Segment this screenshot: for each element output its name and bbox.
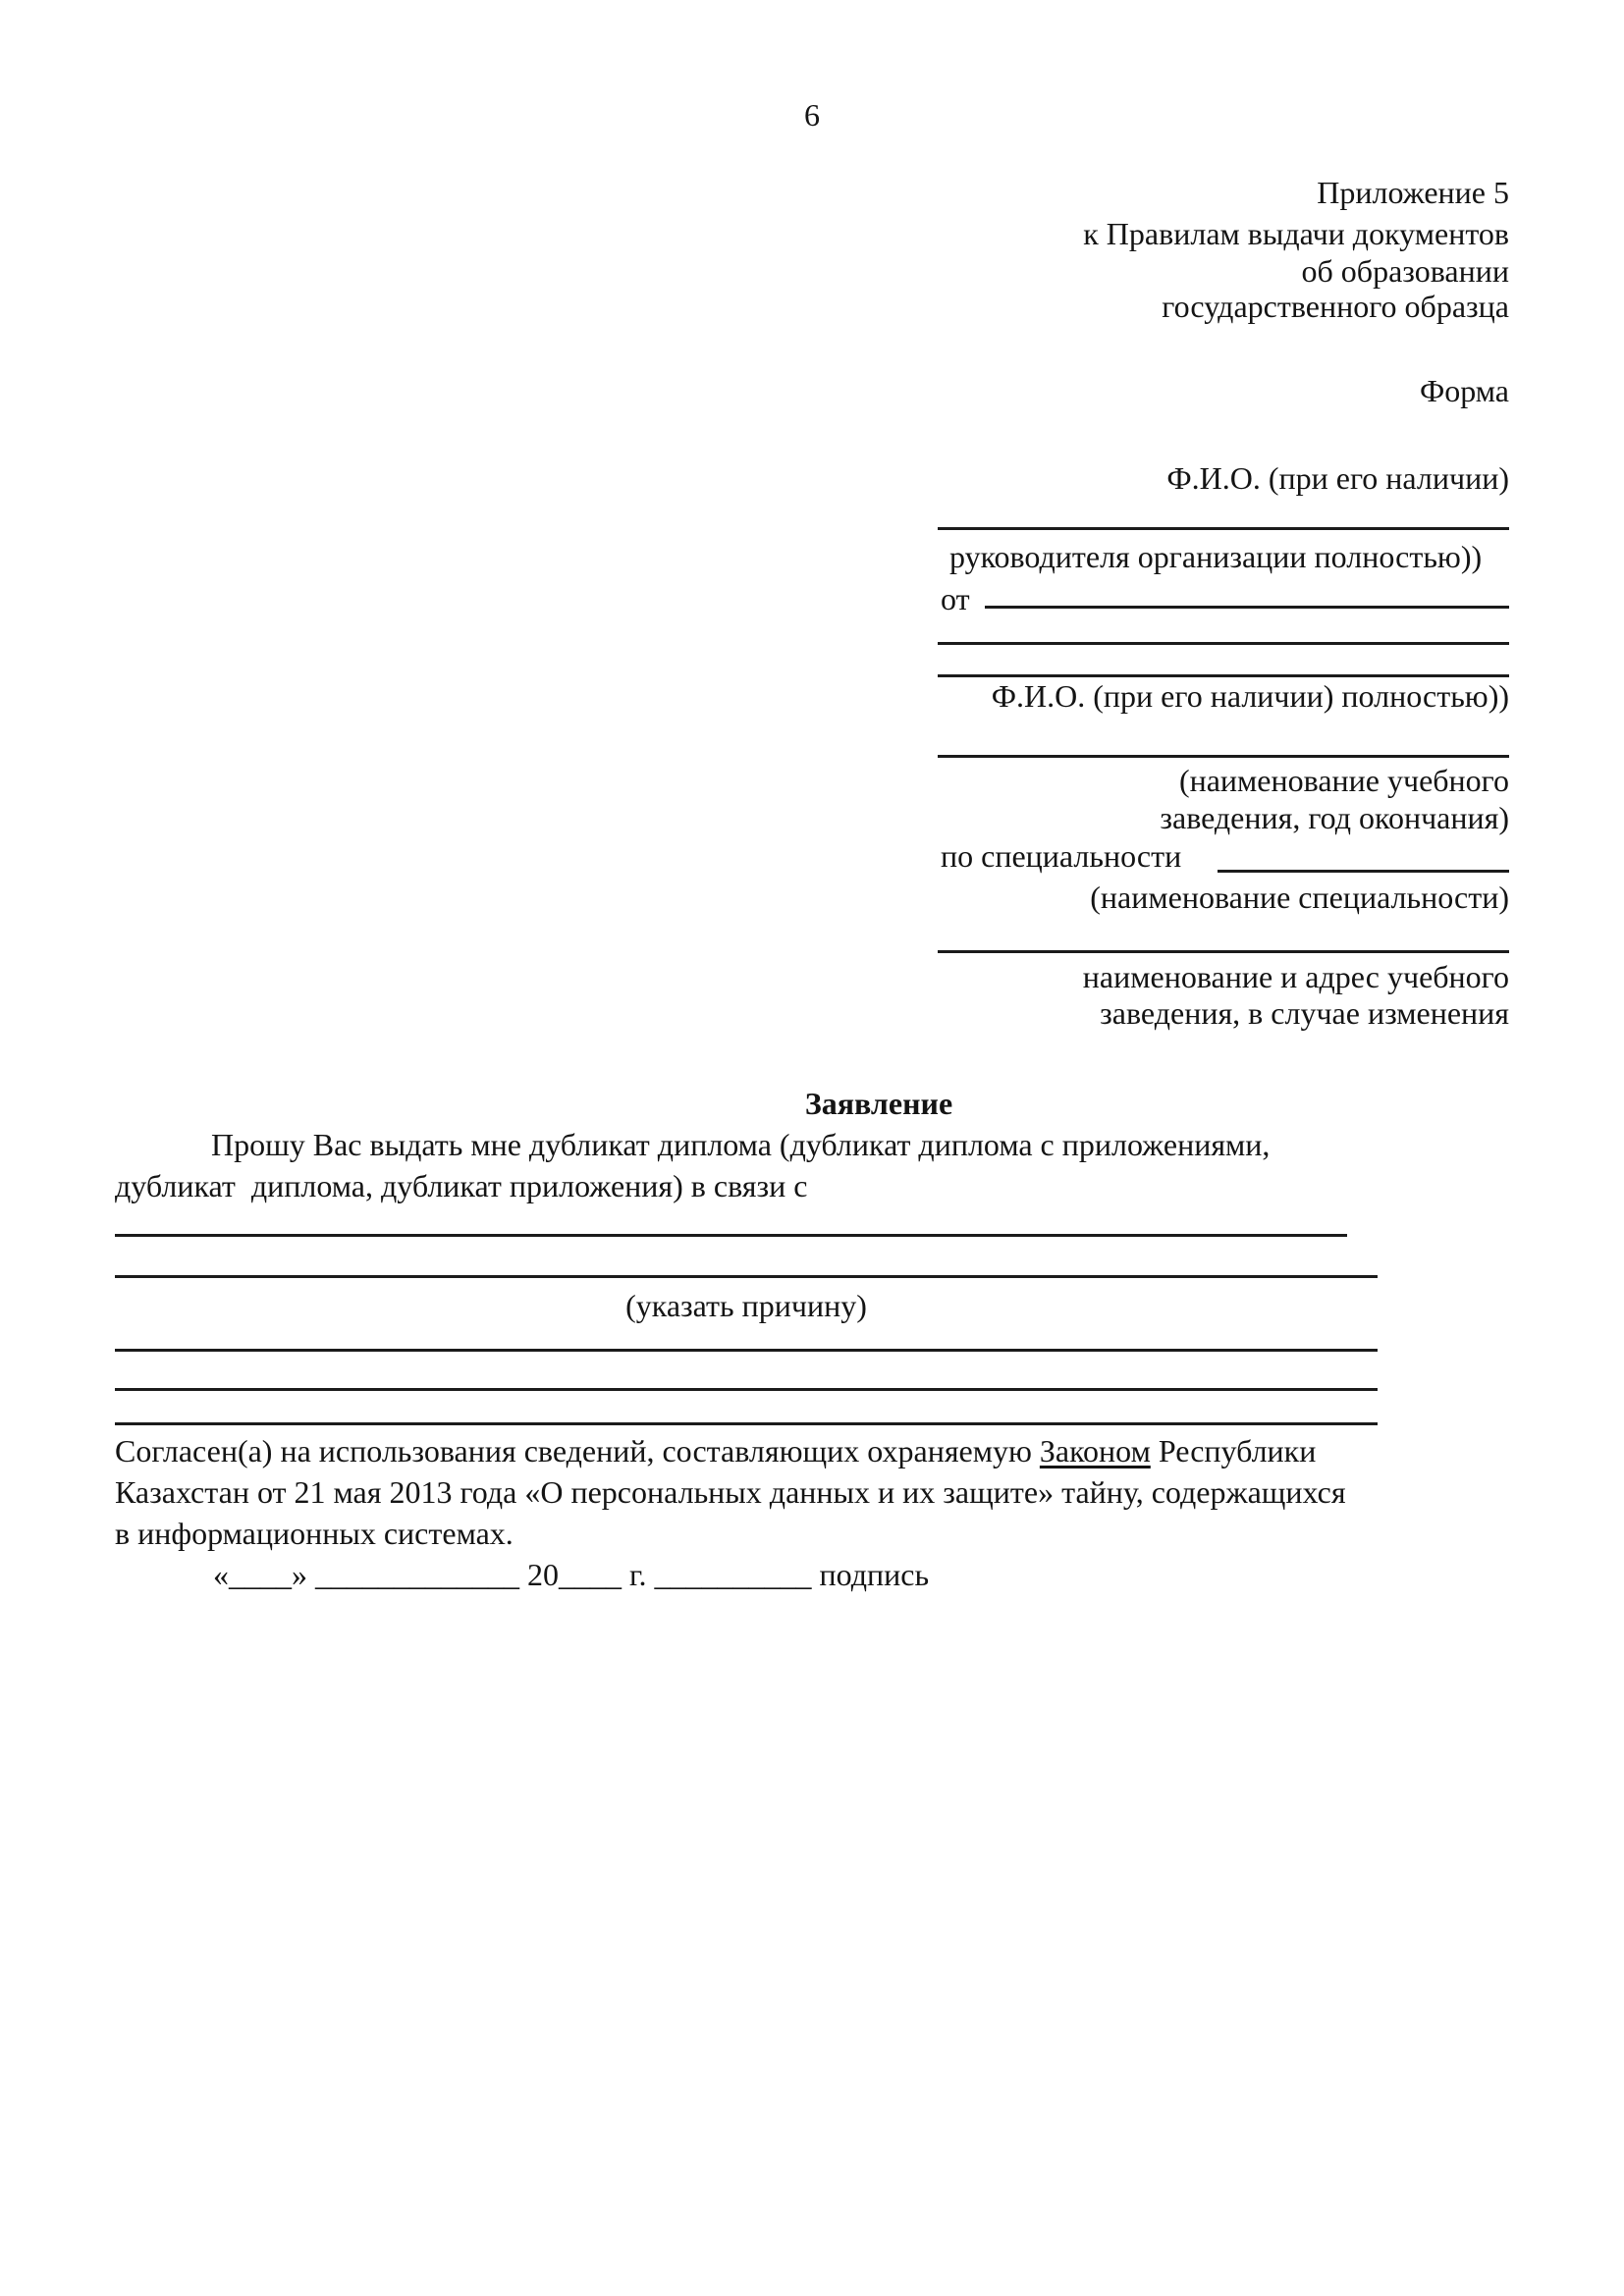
consent-text-before-link: Согласен(а) на использования сведений, составляющих охраняемую <box>115 1433 1040 1468</box>
specialty-label: по специальности <box>941 838 1182 874</box>
page-number: 6 <box>804 97 820 133</box>
request-line-2: дубликат диплома, дубликат приложения) в связи с <box>115 1168 808 1203</box>
consent-line-3: в информационных системах. <box>115 1516 514 1551</box>
specialty-caption: (наименование специальности) <box>1090 880 1509 915</box>
blank-line-5 <box>938 950 1509 953</box>
school-change-caption-line-2: заведения, в случае изменения <box>1100 995 1509 1031</box>
appendix-line-1: Приложение 5 <box>1317 175 1509 210</box>
law-link: Законом <box>1039 1433 1151 1468</box>
fio-top-caption: Ф.И.О. (при его наличии) <box>1166 460 1509 496</box>
reason-blank-line-2 <box>115 1275 1378 1278</box>
school-change-caption-line-1: наименование и адрес учебного <box>1082 959 1509 994</box>
appendix-line-4: государственного образца <box>1162 289 1509 324</box>
request-line-1: Прошу Вас выдать мне дубликат диплома (дубликат диплома с приложениями, <box>211 1127 1271 1162</box>
application-title: Заявление <box>804 1086 953 1121</box>
school-caption-line-2: заведения, год окончания) <box>1160 800 1509 835</box>
blank-line-4 <box>938 755 1509 758</box>
reason-blank-line-4 <box>115 1388 1378 1391</box>
from-blank-line <box>985 606 1509 609</box>
head-caption: руководителя организации полностью)) <box>949 539 1483 574</box>
consent-line-1 <box>115 1430 1316 1472</box>
reason-caption: (указать причину) <box>625 1288 867 1323</box>
date-signature-line: «____» _____________ 20____ г. __________ подпись <box>213 1557 930 1592</box>
consent-line-2: Казахстан от 21 мая 2013 года «О персональных данных и их защите» тайну, содержащихся <box>115 1474 1346 1510</box>
blank-line-2 <box>938 642 1509 645</box>
reason-blank-line-5 <box>115 1422 1378 1425</box>
specialty-blank-line <box>1218 870 1509 873</box>
reason-blank-line-1 <box>115 1234 1347 1237</box>
fio-full-caption: Ф.И.О. (при его наличии) полностью)) <box>991 678 1509 714</box>
consent-text-after-link: Республики <box>1150 1433 1317 1468</box>
appendix-line-3: об образовании <box>1301 253 1509 289</box>
blank-line-1 <box>938 527 1509 530</box>
school-caption-line-1: (наименование учебного <box>1178 763 1509 798</box>
from-label: от <box>941 581 970 616</box>
form-label: Форма <box>1419 373 1509 408</box>
appendix-line-2: к Правилам выдачи документов <box>1083 216 1509 251</box>
reason-blank-line-3 <box>115 1349 1378 1352</box>
